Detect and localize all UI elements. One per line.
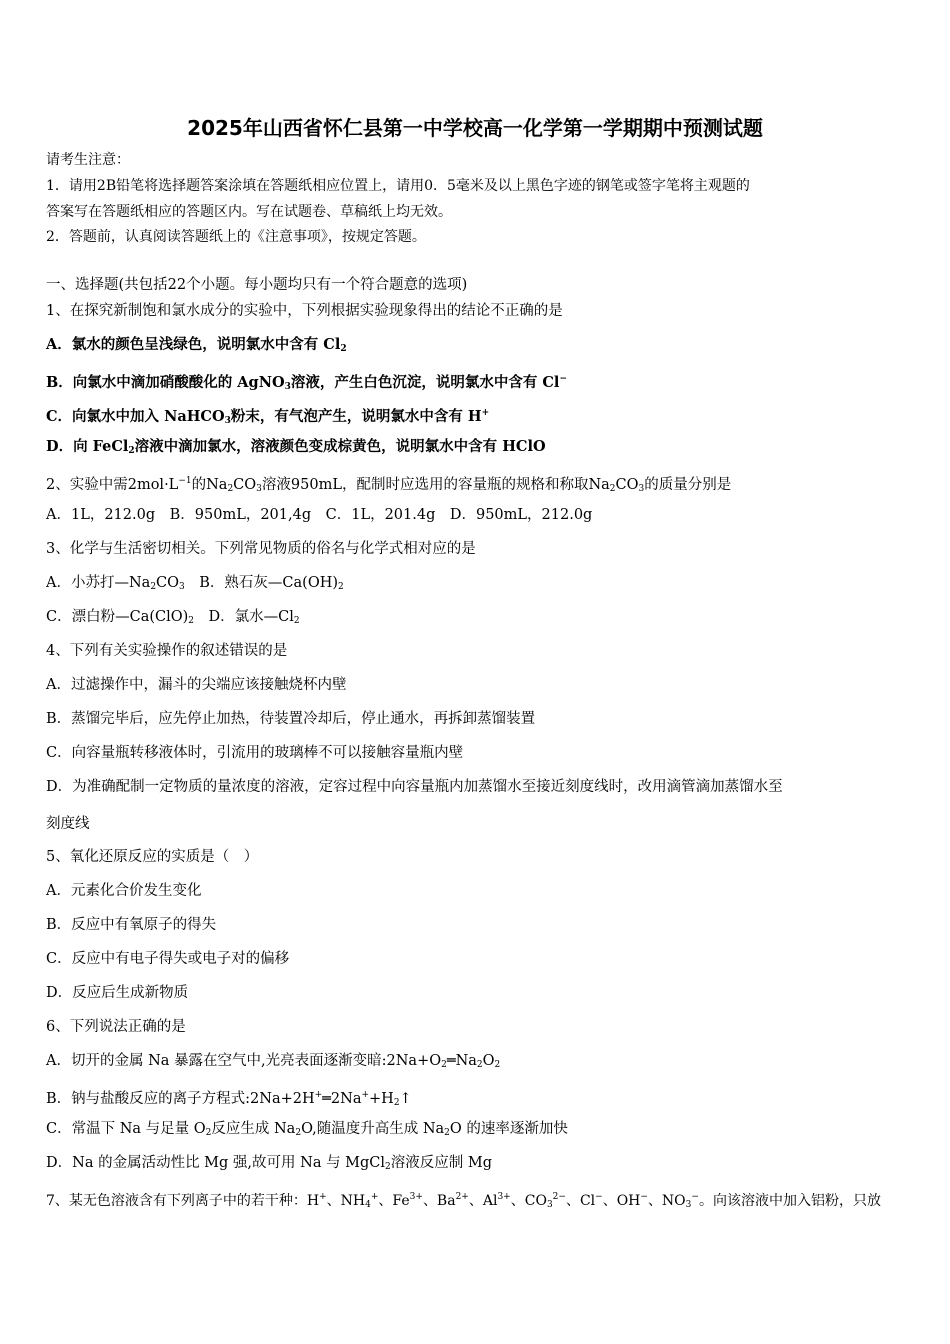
question-4-option-d-cont: 刻度线 bbox=[46, 816, 90, 832]
question-6-option-b: B．钠与盐酸反应的离子方程式$:2Na+2H^+═2Na^++H_2↑$ bbox=[46, 1090, 412, 1108]
question-4-stem: 4、下列有关实验操作的叙述错误的是 bbox=[46, 643, 288, 659]
question-5-option-a: A．元素化合价发生变化 bbox=[46, 883, 202, 899]
question-1-option-c: C．向氯水中加入 NaHCO$_3$粉末，有气泡产生，说明氯水中含有 H+ bbox=[46, 408, 490, 426]
page-title: 2025年山西省怀仁县第一中学校高一化学第一学期期中预测试题 bbox=[187, 116, 763, 140]
question-5-stem: 5、氧化还原反应的实质是（ ） bbox=[46, 849, 259, 865]
question-3-stem: 3、化学与生活密切相关。下列常见物质的俗名与化学式相对应的是 bbox=[46, 541, 476, 557]
section-heading: 一、选择题(共包括22个小题。每小题均只有一个符合题意的选项) bbox=[46, 277, 468, 293]
question-7-stem: 7、某无色溶液含有下列离子中的若干种：H+、$NH_4^+$、$Fe^{3+}$、$Ba^{2+}$、$Al^{3+}$、$CO_3^{2-}$、Cl−、OH−、$NO_3^-$。向该溶液中加入铝粉，只放 bbox=[46, 1192, 881, 1210]
question-4-option-d: D．为准确配制一定物质的量浓度的溶液，定容过程中向容量瓶内加蒸馏水至接近刻度线时，改用滴管滴加蒸馏水至 bbox=[46, 779, 783, 795]
question-6-option-a: A．切开的金属 Na 暴露在空气中,光亮表面逐渐变暗$:2Na+O_2═Na_2O_2$ bbox=[46, 1053, 501, 1070]
question-1-option-a: A．氯水的颜色呈浅绿色，说明氯水中含有 $Cl_2$ bbox=[46, 336, 347, 354]
question-3-options-cd: C．漂白粉$—Ca(ClO)_2$ D．氯水$—Cl_2$ bbox=[46, 609, 300, 626]
notice-item-1: 1．请用2B铅笔将选择题答案涂填在答题纸相应位置上，请用0．5毫米及以上黑色字迹的钢笔或签字笔将主观题的 bbox=[46, 178, 750, 194]
question-1-stem: 1、在探究新制饱和氯水成分的实验中，下列根据实验现象得出的结论不正确的是 bbox=[46, 303, 563, 319]
question-5-option-c: C．反应中有电子得失或电子对的偏移 bbox=[46, 951, 290, 967]
question-5-option-d: D．反应后生成新物质 bbox=[46, 985, 189, 1001]
question-2-options: A．1L，212.0g B．950mL，201,4g C．1L，201.4g D．950mL，212.0g bbox=[46, 507, 593, 523]
question-4-option-b: B．蒸馏完毕后，应先停止加热，待装置冷却后，停止通水，再拆卸蒸馏装置 bbox=[46, 711, 536, 727]
question-2-stem: 2、实验中需$2mol\cdot L^{-1}$的$Na_2CO_3$溶液950mL，配制时应选用的容量瓶的规格和称取$Na_2CO_3$的质量分别是 bbox=[46, 476, 732, 494]
question-4-option-a: A．过滤操作中，漏斗的尖端应该接触烧杯内壁 bbox=[46, 677, 347, 693]
notice-heading: 请考生注意： bbox=[46, 152, 130, 168]
question-5-option-b: B．反应中有氧原子的得失 bbox=[46, 917, 217, 933]
question-1-option-b: B．向氯水中滴加硝酸酸化的 AgNO$_3$溶液，产生白色沉淀，说明氯水中含有 Cl− bbox=[46, 374, 567, 392]
question-6-option-c: C．常温下 Na 与足量 $O_2$反应生成 $Na_2O$,随温度升高生成 $Na_2O$ 的速率逐渐加快 bbox=[46, 1121, 568, 1138]
notice-item-2: 2．答题前，认真阅读答题纸上的《注意事项》，按规定答题。 bbox=[46, 229, 426, 245]
question-3-options-ab: A．小苏打$—Na_2CO_3$ B．熟石灰$—Ca(OH)_2$ bbox=[46, 575, 344, 592]
question-4-option-c: C．向容量瓶转移液体时，引流用的玻璃棒不可以接触容量瓶内壁 bbox=[46, 745, 464, 761]
question-1-option-d: D．向 FeCl$_2$溶液中滴加氯水，溶液颜色变成棕黄色，说明氯水中含有 HClO bbox=[46, 438, 546, 456]
question-6-option-d: D．Na 的金属活动性比 Mg 强,故可用 Na 与 MgCl$_2$溶液反应制 Mg bbox=[46, 1155, 493, 1172]
notice-item-1-cont: 答案写在答题纸相应的答题区内。写在试题卷、草稿纸上均无效。 bbox=[46, 204, 452, 220]
question-6-stem: 6、下列说法正确的是 bbox=[46, 1019, 186, 1035]
